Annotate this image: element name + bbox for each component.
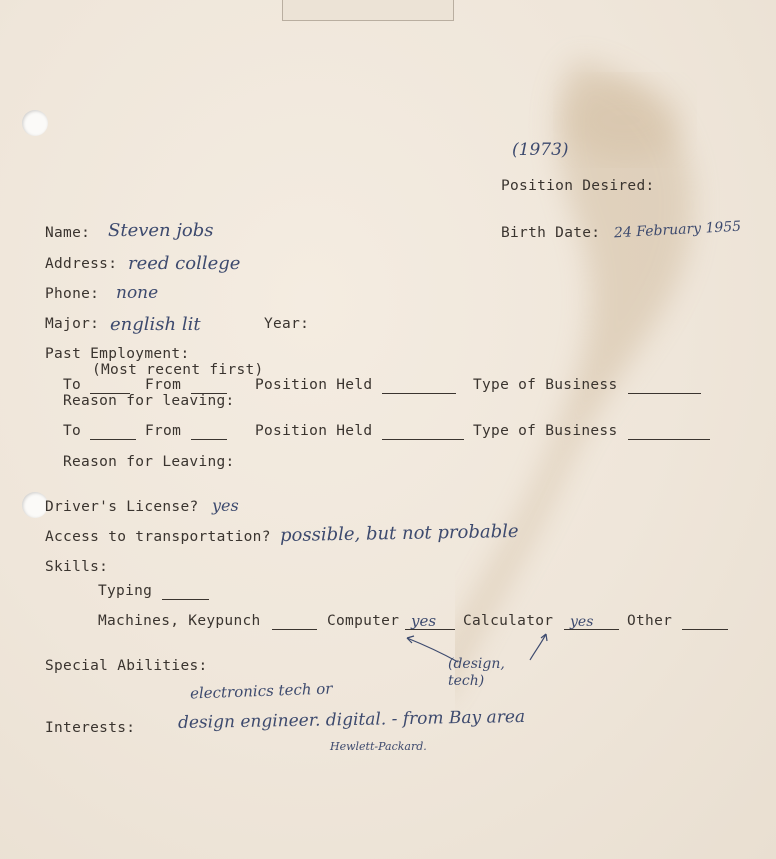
name-label: Name:	[45, 225, 91, 241]
skills-note: (design, tech)	[448, 656, 505, 689]
skills-label: Skills:	[45, 559, 109, 575]
reason-leaving-label-2: Reason for Leaving:	[63, 454, 235, 470]
row2-from-label: From	[145, 423, 182, 439]
arrow-to-calculator	[530, 634, 546, 660]
other-label: Other	[627, 613, 673, 629]
address-label: Address:	[45, 256, 118, 272]
phone-value[interactable]: none	[116, 283, 159, 303]
address-value[interactable]: reed college	[128, 253, 241, 274]
birth-date-label: Birth Date:	[501, 225, 601, 241]
major-label: Major:	[45, 316, 100, 332]
major-value[interactable]: english lit	[110, 314, 201, 335]
calculator-label: Calculator	[463, 613, 554, 629]
row1-to-label: To	[63, 377, 82, 393]
row1-from-label: From	[145, 377, 182, 393]
reason-leaving-label-1: Reason for leaving:	[63, 393, 235, 409]
typing-label: Typing	[98, 583, 153, 599]
row2-position-label: Position Held	[255, 423, 373, 439]
most-recent-label: (Most recent first)	[92, 362, 264, 378]
name-value[interactable]: Steven jobs	[108, 220, 214, 241]
year-label: Year:	[264, 316, 310, 332]
birth-date-value[interactable]: 24 February 1955	[613, 218, 742, 242]
interests-line-1[interactable]: electronics tech or	[189, 679, 333, 703]
position-desired-label: Position Desired:	[501, 178, 655, 194]
interests-line-3[interactable]: Hewlett-Packard.	[330, 740, 427, 753]
phone-label: Phone:	[45, 286, 100, 302]
past-employment-label: Past Employment:	[45, 346, 190, 362]
transport-label: Access to transportation?	[45, 529, 271, 545]
interests-label: Interests:	[45, 720, 136, 736]
drivers-license-label: Driver's License?	[45, 499, 199, 515]
row2-to-label: To	[63, 423, 82, 439]
calculator-value[interactable]: yes	[570, 614, 594, 630]
interests-line-2[interactable]: design engineer. digital. - from Bay area	[177, 706, 526, 734]
transport-value[interactable]: possible, but not probable	[279, 520, 519, 547]
machines-keypunch-label: Machines, Keypunch	[98, 613, 261, 629]
drivers-license-value[interactable]: yes	[212, 496, 239, 515]
row1-position-label: Position Held	[255, 377, 373, 393]
row2-business-label: Type of Business	[473, 423, 618, 439]
arrow-to-computer	[407, 638, 458, 662]
computer-value[interactable]: yes	[411, 612, 437, 630]
row1-business-label: Type of Business	[473, 377, 618, 393]
year-note: (1973)	[512, 140, 569, 160]
special-abilities-label: Special Abilities:	[45, 658, 208, 674]
computer-label: Computer	[327, 613, 400, 629]
